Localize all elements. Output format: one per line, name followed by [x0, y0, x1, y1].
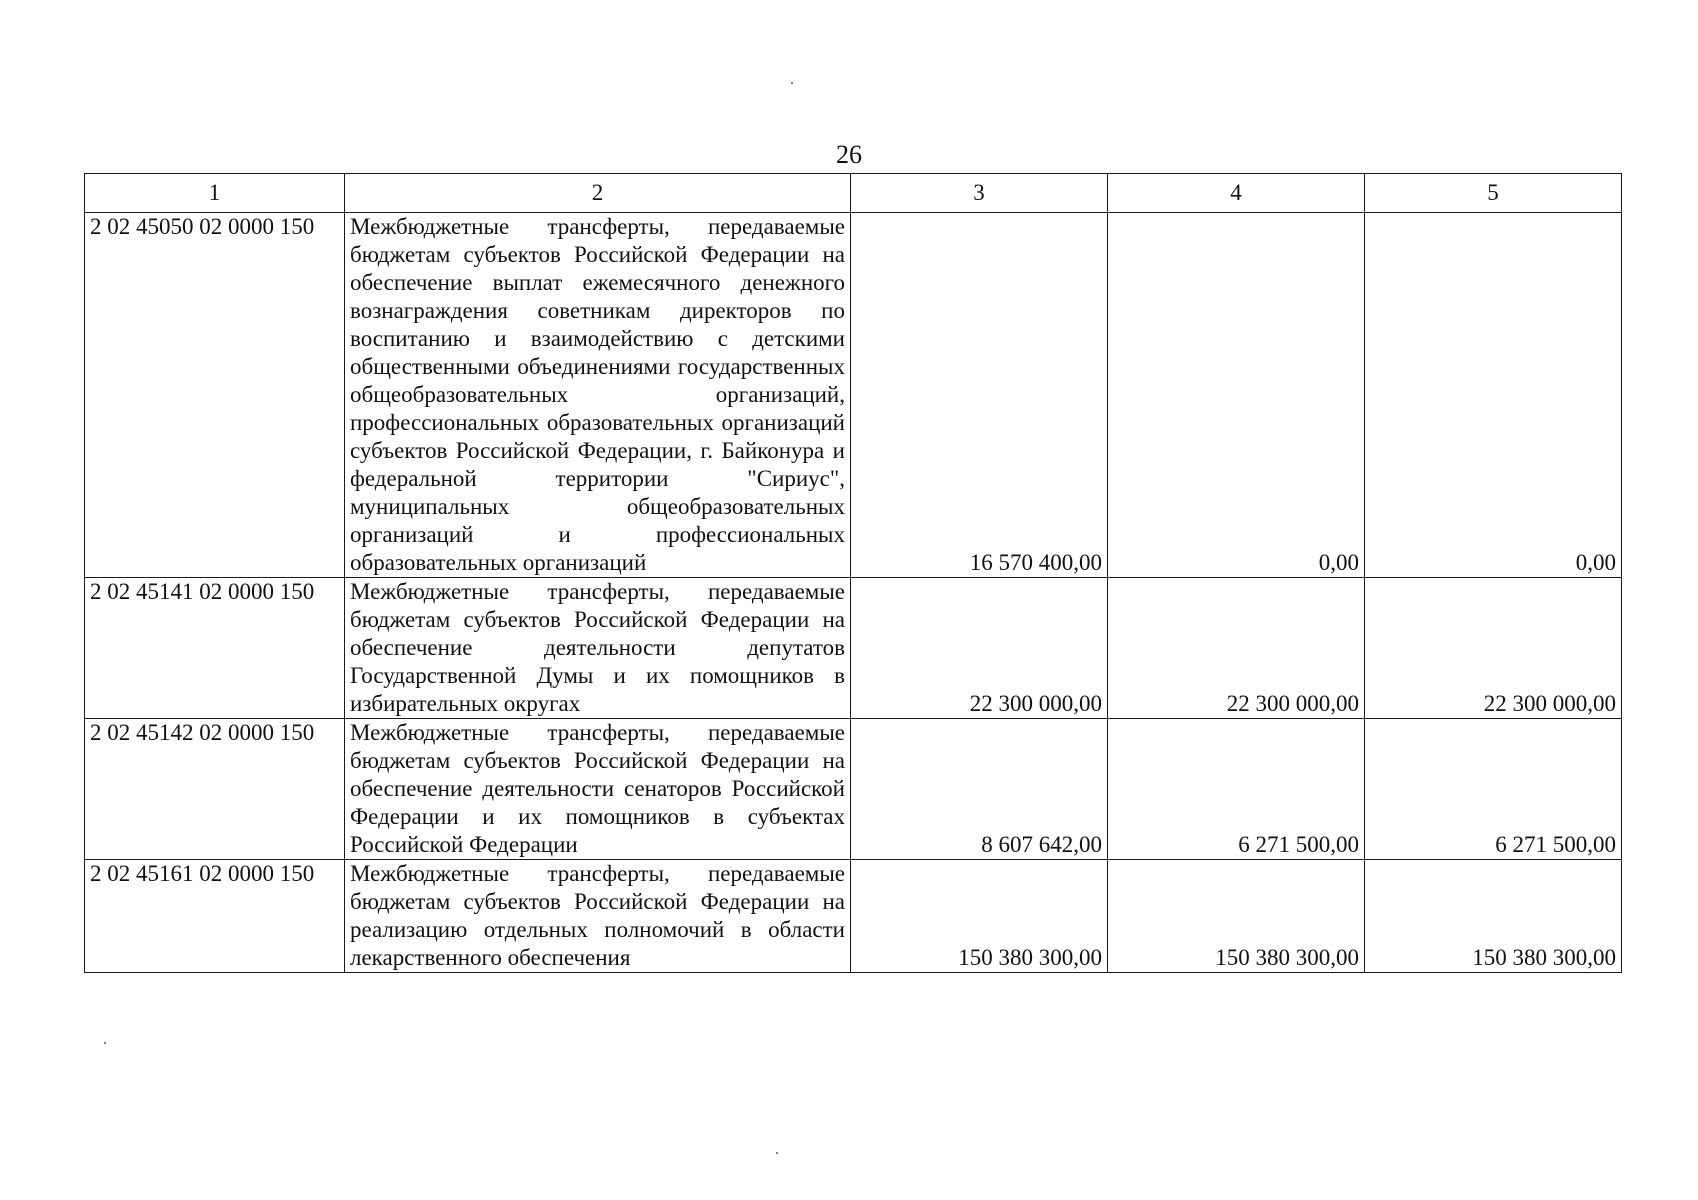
column-header-2: 2: [345, 174, 851, 213]
column-header-4: 4: [1108, 174, 1365, 213]
column-header-3: 3: [851, 174, 1108, 213]
amount-col-5-cell: 6 271 500,00: [1365, 719, 1622, 860]
amount-col-4-cell: 22 300 000,00: [1108, 578, 1365, 719]
amount-col-5-cell: 150 380 300,00: [1365, 860, 1622, 973]
table-body: [85, 213, 1622, 973]
column-header-1: 1: [85, 174, 345, 213]
amount-col-3-cell: 16 570 400,00: [851, 213, 1108, 578]
transfer-name-cell: Межбюджетные трансферты, передаваемые бюджетам субъектов Российской Федерации на обеспечение выплат ежемесячного денежного вознаграждения советникам директоров по воспитанию и взаимодействию с детскими общественными объединениями государственных общеобразовательных организаций, профессиональных образовательных организаций субъектов Российской Федерации, г. Байконура и федеральной территории "Сириус", муниципальных общеобразовательных организаций и профессиональных образовательных организаций: [345, 213, 851, 578]
amount-col-4-cell: 0,00: [1108, 213, 1365, 578]
column-header-5: 5: [1365, 174, 1622, 213]
amount-col-3-cell: 22 300 000,00: [851, 578, 1108, 719]
table-row: [85, 213, 1622, 578]
budget-code-cell: 2 02 45141 02 0000 150: [85, 578, 345, 719]
scan-speck: [791, 82, 793, 84]
scan-speck: [776, 1152, 778, 1154]
budget-code-cell: 2 02 45161 02 0000 150: [85, 860, 345, 973]
amount-col-5-cell: 22 300 000,00: [1365, 578, 1622, 719]
header-row: [85, 174, 1622, 213]
page-number: 26: [836, 140, 862, 169]
budget-code-cell: 2 02 45050 02 0000 150: [85, 213, 345, 578]
transfer-name-cell: Межбюджетные трансферты, передаваемые бюджетам субъектов Российской Федерации на реализацию отдельных полномочий в области лекарственного обеспечения: [345, 860, 851, 973]
amount-col-3-cell: 150 380 300,00: [851, 860, 1108, 973]
table-row: [85, 719, 1622, 860]
amount-col-4-cell: 150 380 300,00: [1108, 860, 1365, 973]
budget-table: [84, 173, 1622, 973]
transfer-name-cell: Межбюджетные трансферты, передаваемые бюджетам субъектов Российской Федерации на обеспечение деятельности депутатов Государственной Думы и их помощников в избирательных округах: [345, 578, 851, 719]
table-header: [85, 174, 1622, 213]
amount-col-5-cell: 0,00: [1365, 213, 1622, 578]
transfer-name-cell: Межбюджетные трансферты, передаваемые бюджетам субъектов Российской Федерации на обеспечение деятельности сенаторов Российской Федерации и их помощников в субъектах Российской Федерации: [345, 719, 851, 860]
amount-col-4-cell: 6 271 500,00: [1108, 719, 1365, 860]
budget-code-cell: 2 02 45142 02 0000 150: [85, 719, 345, 860]
amount-col-3-cell: 8 607 642,00: [851, 719, 1108, 860]
table-row: [85, 860, 1622, 973]
table-row: [85, 578, 1622, 719]
scan-speck: [104, 1042, 106, 1044]
